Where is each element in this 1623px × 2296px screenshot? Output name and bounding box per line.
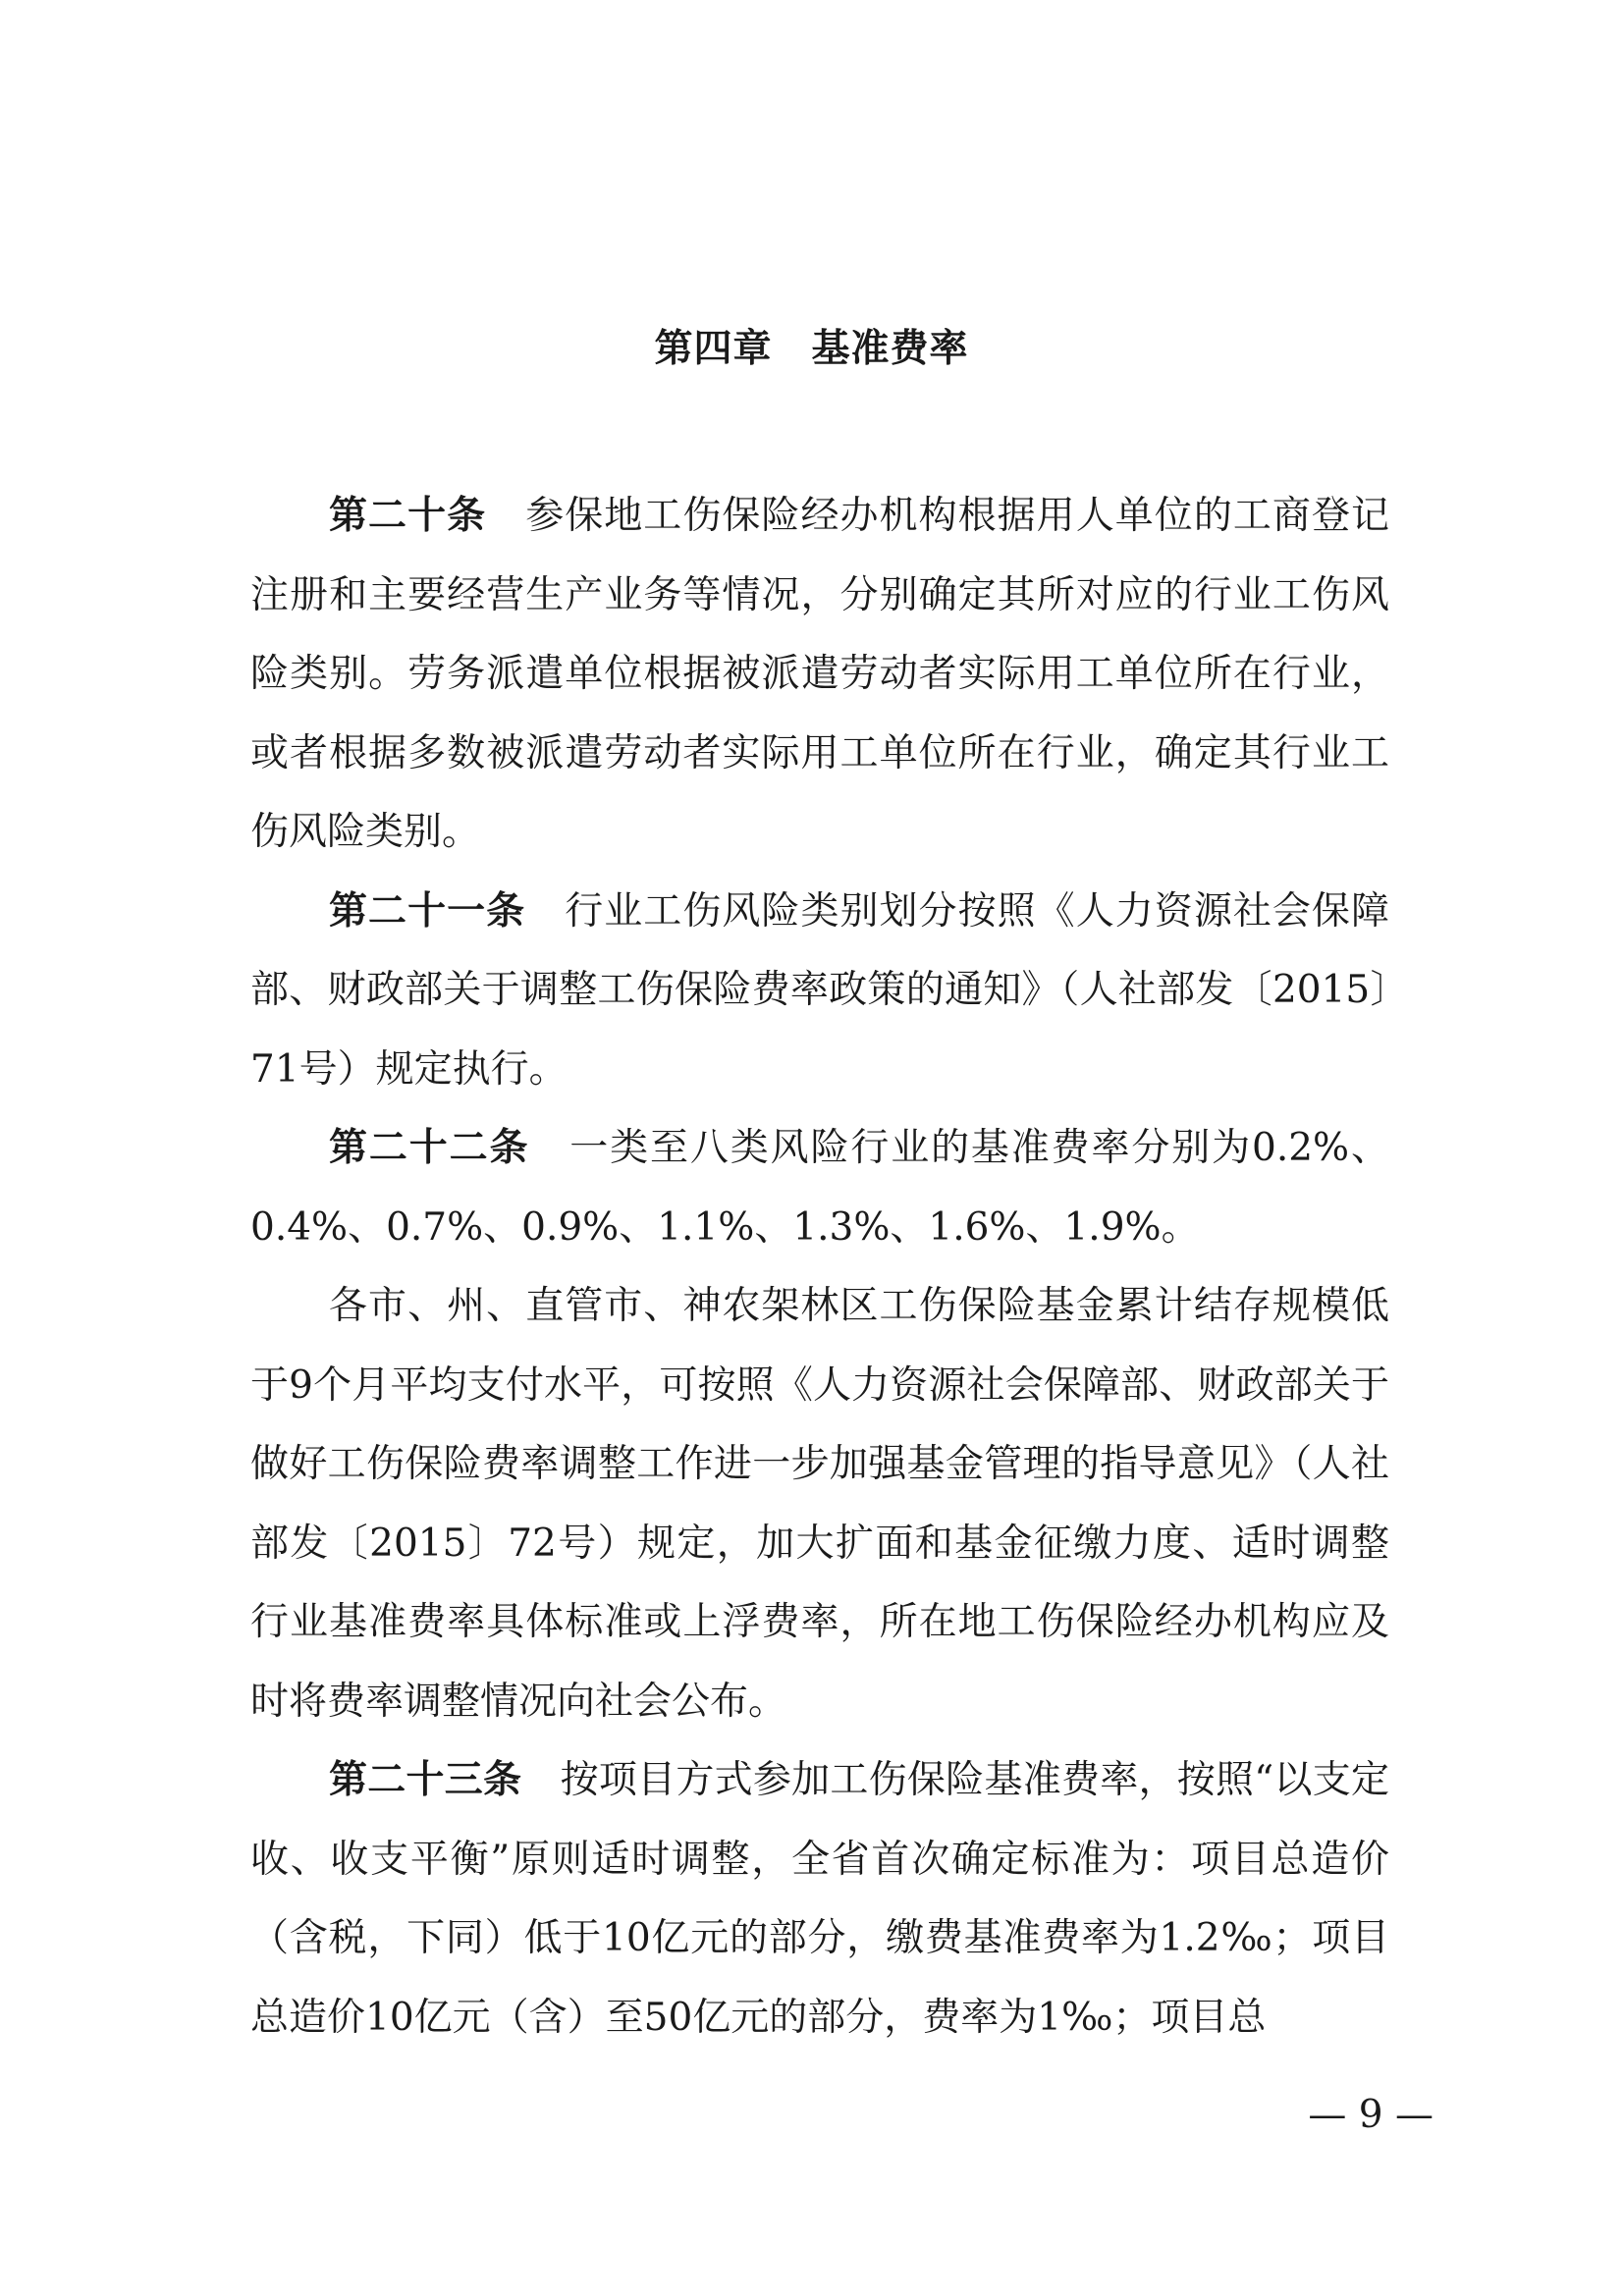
article-text: 参保地工伤保险经办机构根据用人单位的工商登记注册和主要经营生产业务等情况，分别确定其所对应的行业工伤风险类别。劳务派遣单位根据被派遣劳动者实际用工单位所在行业，或者根据多数被派遣劳动者实际用工单位所在行业，确定其行业工伤风险类别。 [250,494,1389,854]
article-heading: 第二十三条 [329,1758,522,1802]
article-heading: 第二十条 [329,494,487,538]
page-number: — 9 — [1308,2093,1434,2137]
article-23-paragraph [250,1741,1389,2057]
article-22-continuation-paragraph [250,1267,1389,1741]
body-text [250,477,1389,2057]
article-text: 各市、州、直管市、神农架林区工伤保险基金累计结存规模低于9个月平均支付水平，可按照《人力资源社会保障部、财政部关于做好工伤保险费率调整工作进一步加强基金管理的指导意见》（人社部发〔2015〕72号）规定，加大扩面和基金征缴力度、适时调整行业基准费率具体标准或上浮费率，所在地工伤保险经办机构应及时将费率调整情况向社会公布。 [250,1284,1389,1724]
article-heading: 第二十二条 [329,1126,530,1170]
article-text: 按项目方式参加工伤保险基准费率，按照“以支定收、收支平衡”原则适时调整，全省首次确定标准为：项目总造价（含税，下同）低于10亿元的部分，缴费基准费率为1.2‰；项目总造价10亿元（含）至50亿元的部分，费率为1‰；项目总 [250,1758,1389,2040]
article-21-paragraph [250,873,1389,1110]
article-text: 一类至八类风险行业的基准费率分别为0.2%、0.4%、0.7%、0.9%、1.1%、1.3%、1.6%、1.9%。 [250,1126,1389,1250]
article-20-paragraph [250,477,1389,873]
article-heading: 第二十一条 [329,888,526,934]
article-text: 行业工伤风险类别划分按照《人力资源社会保障部、财政部关于调整工伤保险费率政策的通知》（人社部发〔2015〕71号）规定执行。 [250,888,1389,1092]
chapter-title: 第四章 基准费率 [654,327,969,371]
article-22-paragraph [250,1109,1389,1267]
